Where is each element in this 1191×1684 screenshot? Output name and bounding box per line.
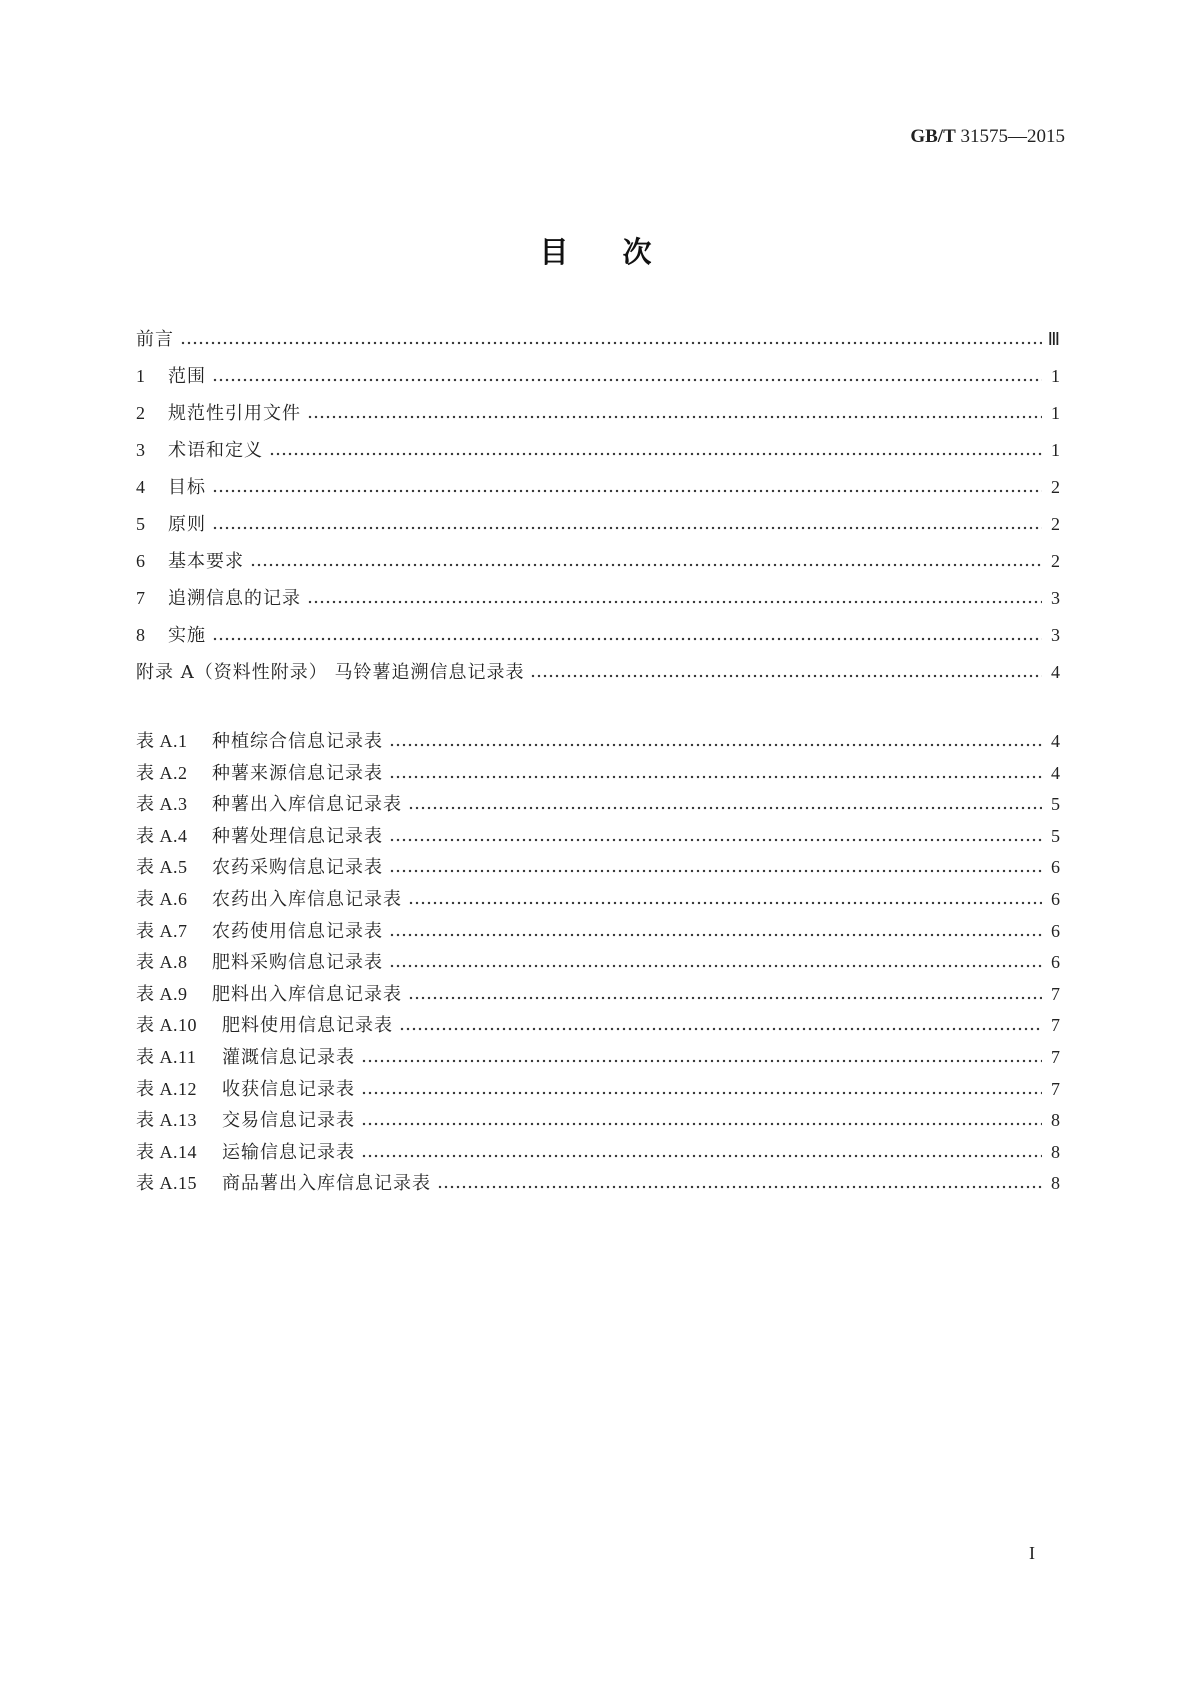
toc-entry-page: 2 xyxy=(1051,514,1060,534)
table-entry[interactable] xyxy=(136,731,1060,763)
page-number: I xyxy=(1029,1543,1035,1563)
table-entry[interactable] xyxy=(136,1142,1060,1174)
table-entry-number: 表 A.9 xyxy=(136,983,188,1004)
dot-leader xyxy=(212,526,1042,530)
table-entry-number: 表 A.11 xyxy=(136,1046,197,1067)
dot-leader xyxy=(408,996,1042,1000)
toc-entry-appendix[interactable] xyxy=(136,662,1060,699)
dot-leader xyxy=(212,489,1042,493)
table-entry-label: 农药出入库信息记录表 xyxy=(212,888,402,910)
table-entry-number: 表 A.12 xyxy=(136,1078,197,1099)
table-entry[interactable] xyxy=(136,921,1060,953)
table-entry-number: 表 A.3 xyxy=(136,794,188,815)
table-entry-page: 7 xyxy=(1051,983,1060,1004)
toc-entry-number: 7 xyxy=(136,588,145,608)
toc-entry-number: 5 xyxy=(136,514,145,534)
dot-leader xyxy=(250,563,1042,567)
dot-leader xyxy=(408,806,1042,810)
table-entry-page: 6 xyxy=(1051,920,1060,941)
table-entry-label: 肥料出入库信息记录表 xyxy=(212,983,402,1005)
toc-entry[interactable] xyxy=(136,625,1060,662)
dot-leader xyxy=(389,743,1042,747)
table-entry-page: 7 xyxy=(1051,1078,1060,1099)
table-entry-number: 表 A.6 xyxy=(136,888,188,909)
toc-entry[interactable] xyxy=(136,403,1060,440)
table-entry-number: 表 A.5 xyxy=(136,857,188,878)
table-entry-number: 表 A.14 xyxy=(136,1141,197,1162)
table-entry-number: 表 A.13 xyxy=(136,1110,197,1131)
dot-leader xyxy=(389,933,1042,937)
toc-tables xyxy=(136,731,1060,1205)
table-entry-page: 7 xyxy=(1051,1015,1060,1036)
dot-leader xyxy=(307,600,1042,604)
dot-leader xyxy=(399,1027,1042,1031)
table-entry-label: 收获信息记录表 xyxy=(222,1078,355,1100)
toc-entry[interactable] xyxy=(136,329,1060,366)
toc-entry-page: 1 xyxy=(1051,403,1060,423)
table-entry[interactable] xyxy=(136,1015,1060,1047)
dot-leader xyxy=(212,637,1042,641)
dot-leader xyxy=(361,1091,1042,1095)
page-title: 目次 xyxy=(539,235,706,269)
table-entry-label: 商品薯出入库信息记录表 xyxy=(222,1173,431,1195)
table-entry-page: 4 xyxy=(1051,731,1060,751)
table-entry-label: 种薯处理信息记录表 xyxy=(212,825,383,847)
table-entry[interactable] xyxy=(136,984,1060,1016)
toc-entry-page: 1 xyxy=(1051,440,1060,460)
table-entry-page: 4 xyxy=(1051,762,1060,783)
table-entry-number: 表 A.10 xyxy=(136,1015,197,1036)
table-entry-number: 表 A.1 xyxy=(136,731,188,751)
toc-entry[interactable] xyxy=(136,477,1060,514)
table-entry[interactable] xyxy=(136,1047,1060,1079)
dot-leader xyxy=(389,838,1042,842)
table-entry-page: 6 xyxy=(1051,952,1060,973)
table-entry-label: 种薯来源信息记录表 xyxy=(212,762,383,784)
standard-prefix: GB/T xyxy=(910,126,956,147)
table-entry-label: 运输信息记录表 xyxy=(222,1141,355,1163)
table-entry[interactable] xyxy=(136,1079,1060,1111)
table-entry-label: 农药采购信息记录表 xyxy=(212,857,383,879)
dot-leader xyxy=(437,1185,1042,1189)
table-entry-label: 种植综合信息记录表 xyxy=(212,731,383,752)
toc-entry-label: 实施 xyxy=(168,625,206,646)
toc-entry-page: 2 xyxy=(1051,477,1060,497)
toc-entry-page: Ⅲ xyxy=(1047,329,1060,349)
standard-number: 31575—2015 xyxy=(960,126,1065,147)
toc-entry-label: 附录 A（资料性附录） 马铃薯追溯信息记录表 xyxy=(136,662,525,683)
table-entry[interactable] xyxy=(136,763,1060,795)
dot-leader xyxy=(180,341,1042,345)
dot-leader xyxy=(530,674,1042,678)
table-entry-page: 8 xyxy=(1051,1173,1060,1194)
dot-leader xyxy=(389,964,1042,968)
toc-entry[interactable] xyxy=(136,440,1060,477)
toc-entry[interactable] xyxy=(136,514,1060,551)
toc-main xyxy=(136,329,1060,699)
table-entry[interactable] xyxy=(136,952,1060,984)
toc-entry-label: 基本要求 xyxy=(168,551,244,572)
dot-leader xyxy=(361,1122,1042,1126)
toc-entry-label: 原则 xyxy=(168,514,206,535)
table-entry-page: 8 xyxy=(1051,1141,1060,1162)
toc-entry-label: 前言 xyxy=(136,329,174,350)
table-entry-page: 5 xyxy=(1051,825,1060,846)
table-entry-label: 种薯出入库信息记录表 xyxy=(212,794,402,816)
dot-leader xyxy=(307,415,1042,419)
table-entry-label: 交易信息记录表 xyxy=(222,1110,355,1132)
table-entry[interactable] xyxy=(136,857,1060,889)
table-entry[interactable] xyxy=(136,1110,1060,1142)
toc-entry-label: 范围 xyxy=(168,366,206,387)
toc-entry-label: 规范性引用文件 xyxy=(168,403,301,424)
toc-entry-label: 术语和定义 xyxy=(168,440,263,461)
table-entry-number: 表 A.15 xyxy=(136,1173,197,1194)
table-entry-label: 灌溉信息记录表 xyxy=(222,1046,355,1068)
table-entry[interactable] xyxy=(136,826,1060,858)
table-entry-number: 表 A.4 xyxy=(136,825,188,846)
toc-entry-page: 4 xyxy=(1051,662,1060,682)
toc-entry-number: 6 xyxy=(136,551,145,571)
toc-entry-number: 2 xyxy=(136,403,145,423)
table-entry-number: 表 A.7 xyxy=(136,920,188,941)
table-entry-label: 肥料采购信息记录表 xyxy=(212,952,383,974)
toc-entry[interactable] xyxy=(136,588,1060,625)
toc-entry-page: 2 xyxy=(1051,551,1060,571)
table-entry-number: 表 A.2 xyxy=(136,762,188,783)
dot-leader xyxy=(408,901,1042,905)
toc-entry-number: 4 xyxy=(136,477,145,497)
dot-leader xyxy=(361,1059,1042,1063)
table-entry-page: 7 xyxy=(1051,1046,1060,1067)
table-entry-page: 5 xyxy=(1051,794,1060,815)
table-entry[interactable] xyxy=(136,794,1060,826)
table-entry-label: 肥料使用信息记录表 xyxy=(222,1015,393,1037)
table-entry-page: 8 xyxy=(1051,1110,1060,1131)
dot-leader xyxy=(361,1154,1042,1158)
toc-entry-number: 3 xyxy=(136,440,145,460)
toc-entry-page: 3 xyxy=(1051,588,1060,608)
table-entry-label: 农药使用信息记录表 xyxy=(212,920,383,942)
toc-entry-page: 3 xyxy=(1051,625,1060,645)
dot-leader xyxy=(212,378,1042,382)
table-entry[interactable] xyxy=(136,1173,1060,1205)
toc-entry-label: 追溯信息的记录 xyxy=(168,588,301,609)
toc-entry-number: 1 xyxy=(136,366,145,386)
toc-entry[interactable] xyxy=(136,551,1060,588)
table-entry-page: 6 xyxy=(1051,888,1060,909)
table-entry-number: 表 A.8 xyxy=(136,952,188,973)
table-entry-page: 6 xyxy=(1051,857,1060,878)
dot-leader xyxy=(269,452,1042,456)
standard-code xyxy=(910,126,1065,148)
dot-leader xyxy=(389,869,1042,873)
toc-entry-label: 目标 xyxy=(168,477,206,498)
toc-entry-page: 1 xyxy=(1051,366,1060,386)
toc-entry-number: 8 xyxy=(136,625,145,645)
dot-leader xyxy=(389,775,1042,779)
toc-entry[interactable] xyxy=(136,366,1060,403)
table-entry[interactable] xyxy=(136,889,1060,921)
